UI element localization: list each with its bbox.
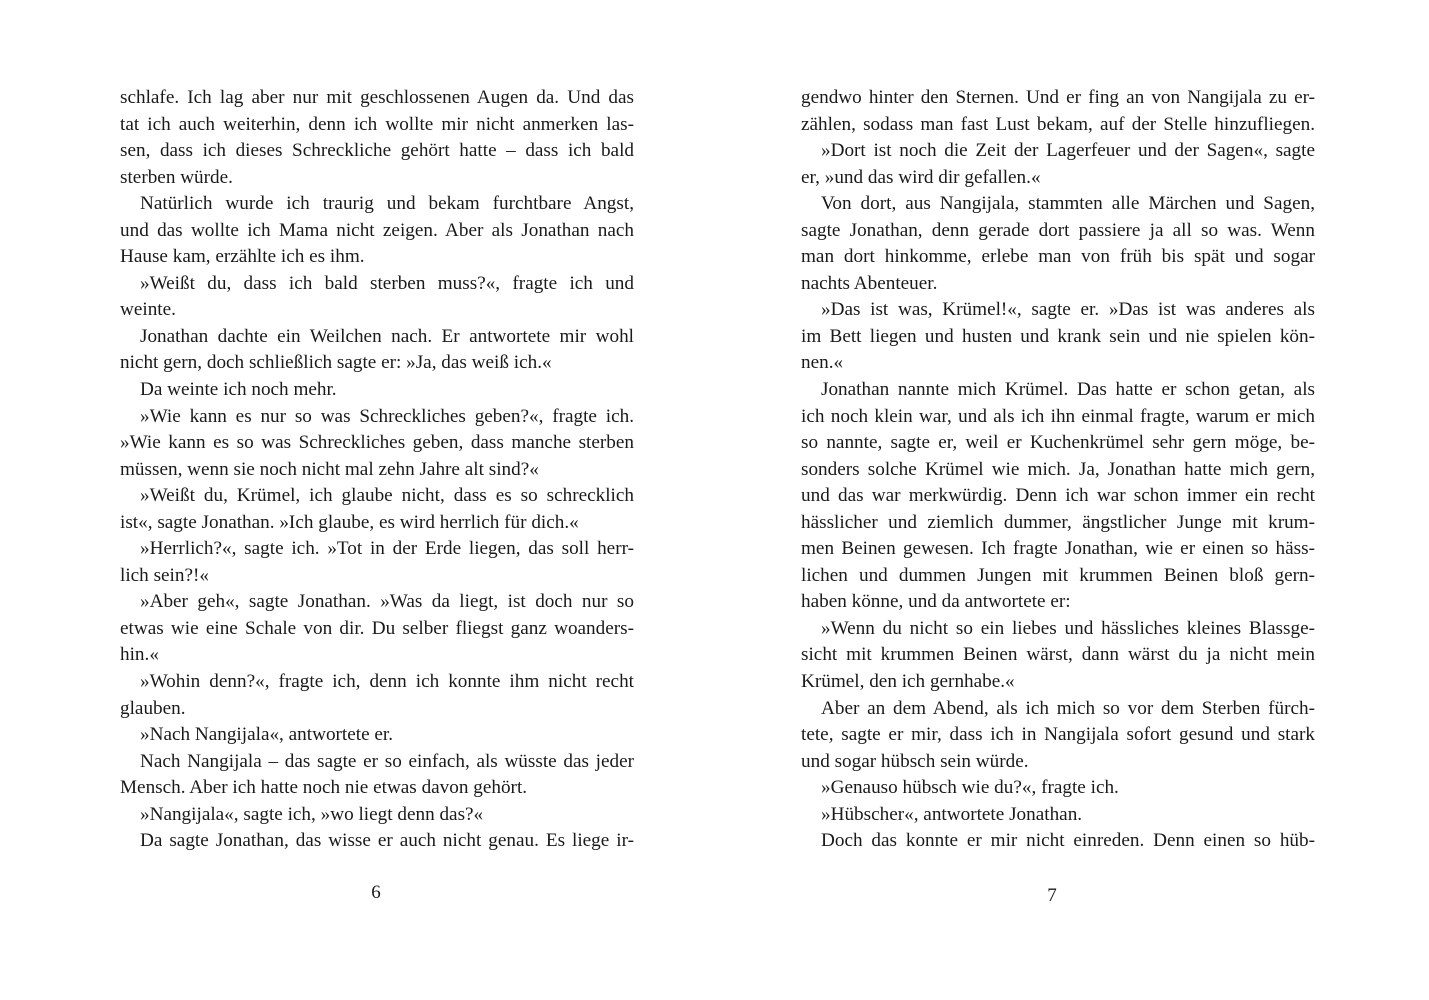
page-text [120,85,634,855]
text-line: tete, sagte er mir, dass ich in Nangijala sofort gesund und stark [801,724,1315,746]
text-line: »Herrlich?«, sagte ich. »Tot in der Erde liegen, das soll herr- [140,538,634,560]
text-line: haben könne, und da antwortete er: [801,591,1071,613]
text-line: sagte Jonathan, denn gerade dort passiere ja all so was. Wenn [801,219,1315,241]
text-line: Natürlich wurde ich traurig und bekam furchtbare Angst, [140,193,634,215]
text-line: Krümel, den ich gernhabe.« [801,671,1015,693]
text-line: »Wohin denn?«, fragte ich, denn ich konnte ihm nicht recht [140,671,634,693]
page-left [0,0,714,1000]
text-line: er, »und das wird dir gefallen.« [801,166,1041,188]
text-line: schlafe. Ich lag aber nur mit geschlossenen Augen da. Und das [120,87,634,108]
text-line: müssen, wenn sie noch nicht mal zehn Jahre alt sind?« [120,458,539,480]
text-line: Von dort, aus Nangijala, stammten alle Märchen und Sagen, [821,193,1315,215]
text-line: gendwo hinter den Sternen. Und er fing an von Nangijala zu er- [801,87,1315,108]
text-line: lichen und dummen Jungen mit krummen Beinen bloß gern- [801,564,1315,586]
text-line: nachts Abenteuer. [801,272,938,294]
text-line: weinte. [120,299,176,321]
text-line: »Nangijala«, sagte ich, »wo liegt denn das?« [140,803,484,825]
text-line: »Wie kann es so was Schreckliches geben, dass manche sterben [120,432,634,454]
text-line: man dort hinkomme, erlebe man von früh bis spät und sogar [801,246,1315,268]
text-line: sen, dass ich dieses Schreckliche gehört hatte – dass ich bald [120,140,634,162]
text-line: »Das ist was, Krümel!«, sagte er. »Das ist was anderes als [821,299,1315,321]
text-line: nen.« [801,352,844,374]
text-line: glauben. [120,697,186,719]
text-line: im Bett liegen und husten und krank sein und nie spielen kön- [801,325,1315,347]
text-line: ist«, sagte Jonathan. »Ich glaube, es wird herrlich für dich.« [120,511,579,533]
text-line: und sogar hübsch sein würde. [801,750,1029,772]
text-line: lich sein?!« [120,564,209,586]
text-line: »Weißt du, Krümel, ich glaube nicht, dass es so schrecklich [140,485,634,507]
text-line: Doch das konnte er mir nicht einreden. Denn einen so hüb- [821,830,1315,852]
text-line: sonders solche Krümel wie mich. Ja, Jonathan hatte mich gern, [801,458,1315,480]
page-number: 7 [1047,885,1057,906]
text-line: »Dort ist noch die Zeit der Lagerfeuer und der Sagen«, sagte [821,140,1315,162]
text-line: Nach Nangijala – das sagte er so einfach, als wüsste das jeder [140,750,634,772]
text-line: hin.« [120,644,159,666]
page-right [714,0,1429,1000]
text-line: Da sagte Jonathan, das wisse er auch nicht genau. Es liege ir- [140,830,634,852]
text-line: »Aber geh«, sagte Jonathan. »Was da liegt, ist doch nur so [140,591,634,613]
text-line: hässlicher und ziemlich dummer, ängstlicher Junge mit krum- [801,511,1315,533]
text-line: und das wollte ich Mama nicht zeigen. Aber als Jonathan nach [120,219,634,241]
text-line: Da weinte ich noch mehr. [140,379,337,401]
text-line: men Beinen gewesen. Ich fragte Jonathan, wie er einen so häss- [801,538,1315,560]
page-number: 6 [371,882,381,903]
text-line: und das war merkwürdig. Denn ich war schon immer ein recht [801,485,1315,507]
page-text [801,85,1315,855]
text-line: Aber an dem Abend, als ich mich so vor dem Sterben fürch- [821,697,1315,719]
text-line: nicht gern, doch schließlich sagte er: »Ja, das weiß ich.« [120,352,552,374]
text-line: zählen, sodass man fast Lust bekam, auf der Stelle hinzufliegen. [801,113,1315,135]
text-line: »Hübscher«, antwortete Jonathan. [821,803,1083,825]
text-line: so nannte, sagte er, weil er Kuchenkrümel sehr gern möge, be- [801,432,1315,454]
text-line: tat ich auch weiterhin, denn ich wollte mir nicht anmerken las- [120,113,634,135]
text-line: Jonathan nannte mich Krümel. Das hatte er schon getan, als [821,379,1315,401]
text-line: »Wenn du nicht so ein liebes und hässliches kleines Blassge- [821,617,1315,639]
text-line: sicht mit krummen Beinen wärst, dann wärst du ja nicht mein [801,644,1315,666]
text-line: »Nach Nangijala«, antwortete er. [140,724,394,746]
text-line: Hause kam, erzählte ich es ihm. [120,246,365,268]
text-line: Mensch. Aber ich hatte noch nie etwas davon gehört. [120,777,528,799]
text-line: »Wie kann es nur so was Schreckliches geben?«, fragte ich. [140,405,634,427]
text-line: ich noch klein war, und als ich ihn einmal fragte, warum er mich [801,405,1315,427]
text-line: sterben würde. [120,166,233,188]
text-line: etwas wie eine Schale von dir. Du selber fliegst ganz woanders- [120,617,634,639]
text-line: »Genauso hübsch wie du?«, fragte ich. [821,777,1119,799]
text-line: »Weißt du, dass ich bald sterben muss?«, fragte ich und [140,272,634,294]
text-line: Jonathan dachte ein Weilchen nach. Er antwortete mir wohl [140,325,634,347]
